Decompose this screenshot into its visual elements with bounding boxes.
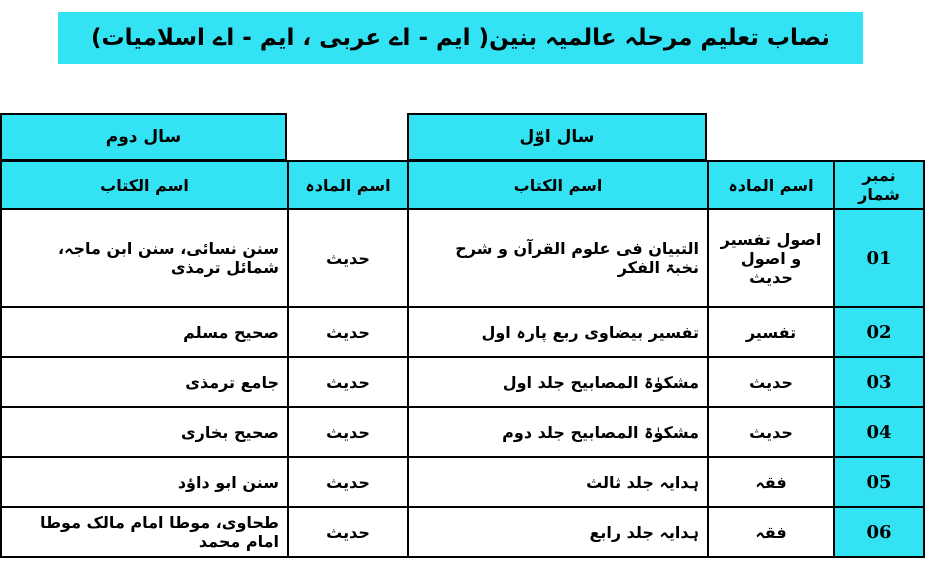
book-year2-cell: سنن ابو داؤد xyxy=(1,457,288,507)
book-year2-cell: صحیح مسلم xyxy=(1,307,288,357)
book-year2-cell: جامع ترمذی xyxy=(1,357,288,407)
subject-year2-cell: حدیث xyxy=(288,307,408,357)
header-subject-year1: اسم المادہ xyxy=(708,161,834,209)
serial-cell: 02 xyxy=(834,307,924,357)
book-year2-cell: صحیح بخاری xyxy=(1,407,288,457)
book-year2-cell: سنن نسائی، سنن ابن ماجہ، شمائل ترمذی xyxy=(1,209,288,307)
table-row xyxy=(1,507,924,557)
serial-cell: 03 xyxy=(834,357,924,407)
book-year1-cell: التبیان فی علوم القرآن و شرح نخبۃ الفکر xyxy=(408,209,708,307)
serial-cell: 04 xyxy=(834,407,924,457)
table-row xyxy=(1,307,924,357)
book-year1-cell: ہدایہ جلد رابع xyxy=(408,507,708,557)
serial-cell: 01 xyxy=(834,209,924,307)
header-book-year2: اسم الکتاب xyxy=(1,161,288,209)
second-year-header: سال دوم xyxy=(0,113,287,161)
header-book-year1: اسم الکتاب xyxy=(408,161,708,209)
subject-year1-cell: حدیث xyxy=(708,357,834,407)
table-header-row xyxy=(1,161,924,209)
subject-year2-cell: حدیث xyxy=(288,407,408,457)
book-year1-cell: مشکوٰۃ المصابیح جلد اول xyxy=(408,357,708,407)
book-year1-cell: مشکوٰۃ المصابیح جلد دوم xyxy=(408,407,708,457)
subject-year2-cell: حدیث xyxy=(288,357,408,407)
subject-year1-cell: فقہ xyxy=(708,457,834,507)
table-row xyxy=(1,357,924,407)
subject-year2-cell: حدیث xyxy=(288,507,408,557)
subject-year1-cell: فقہ xyxy=(708,507,834,557)
header-serial: نمبر شمار xyxy=(834,161,924,209)
syllabus-table xyxy=(0,160,925,558)
subject-year2-cell: حدیث xyxy=(288,209,408,307)
serial-cell: 06 xyxy=(834,507,924,557)
subject-year1-cell: اصول تفسیر و اصول حدیث xyxy=(708,209,834,307)
book-year1-cell: تفسیر بیضاوی ربع پارہ اول xyxy=(408,307,708,357)
subject-year1-cell: تفسیر xyxy=(708,307,834,357)
table-row xyxy=(1,209,924,307)
table-row xyxy=(1,407,924,457)
table-row xyxy=(1,457,924,507)
serial-cell: 05 xyxy=(834,457,924,507)
subject-year2-cell: حدیث xyxy=(288,457,408,507)
book-year1-cell: ہدایہ جلد ثالث xyxy=(408,457,708,507)
subject-year1-cell: حدیث xyxy=(708,407,834,457)
header-subject-year2: اسم المادہ xyxy=(288,161,408,209)
first-year-header: سال اوّل xyxy=(407,113,707,161)
page-title: نصاب تعلیم مرحلہ عالمیہ بنین( ایم - اے عربی ، ایم - اے اسلامیات) xyxy=(58,12,863,64)
book-year2-cell: طحاوی، موطا امام مالک موطا امام محمد xyxy=(1,507,288,557)
